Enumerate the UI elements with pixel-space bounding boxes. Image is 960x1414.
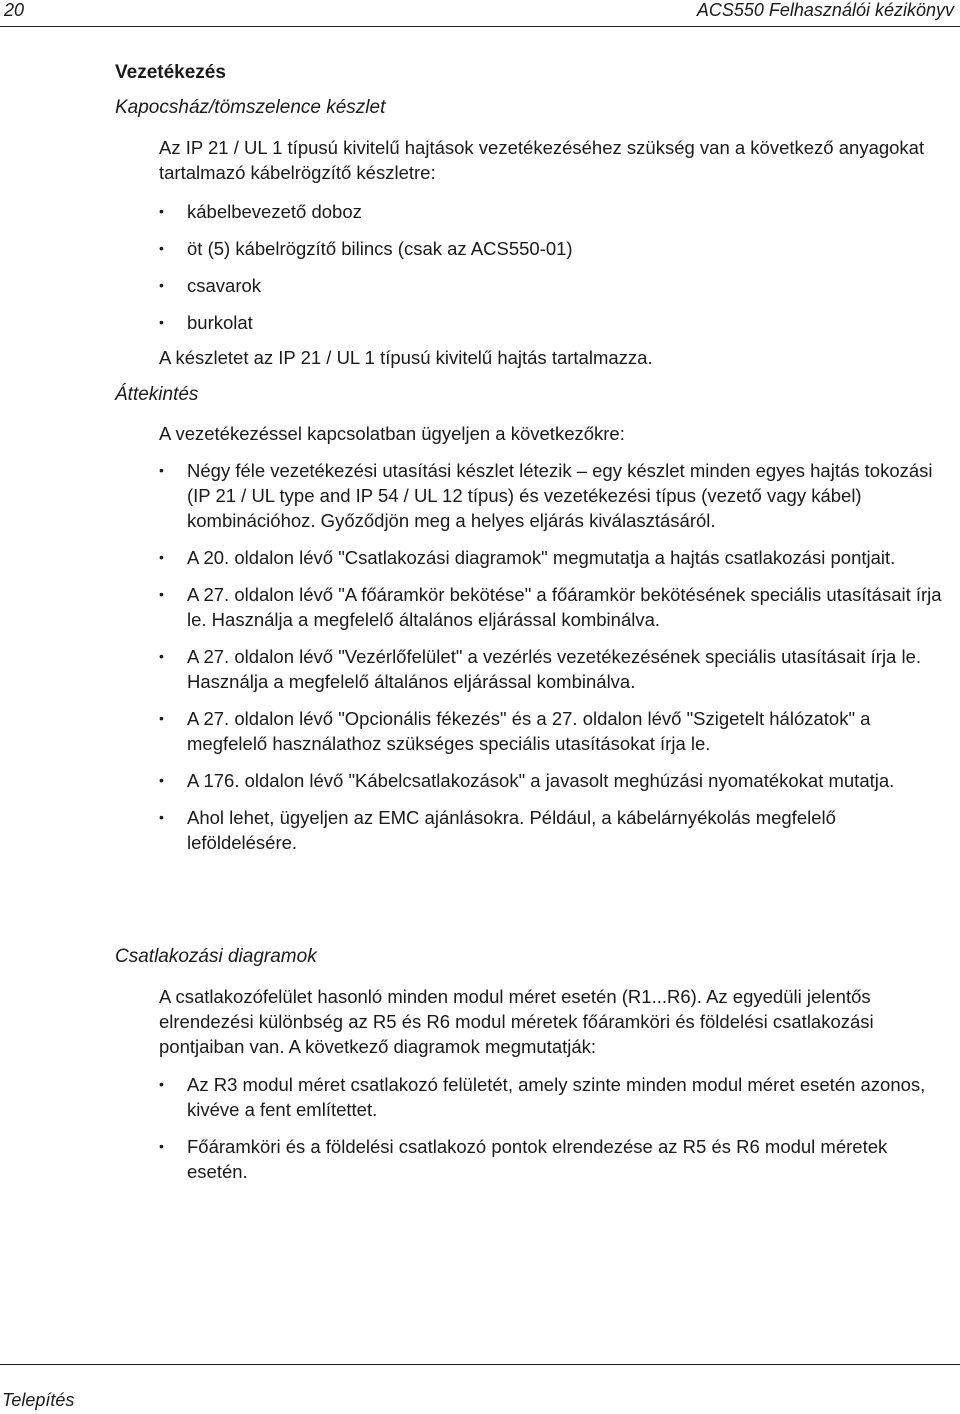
- list-item: • A 20. oldalon lévő "Csatlakozási diagramok" megmutatja a hajtás csatlakozási pontjait.: [159, 547, 896, 568]
- kit-intro: Az IP 21 / UL 1 típusú kivitelű hajtások vezetékezéséhez szükség van a következő anyagokat tartalmazó kábelrögzítő készletre:: [159, 137, 925, 183]
- list-item: • A 27. oldalon lévő "Opcionális fékezés" és a 27. oldalon lévő "Szigetelt hálózatok" a megfelelő használathoz szükséges speciális utasításokat írja le.: [159, 708, 871, 754]
- bullet-icon: •: [159, 648, 164, 664]
- page-number: 20: [4, 0, 25, 20]
- bullet-icon: •: [159, 710, 164, 726]
- kit-heading: Kapocsház/tömszelence készlet: [115, 97, 386, 118]
- header-divider: [0, 26, 960, 27]
- list-item: • Főáramköri és a földelési csatlakozó pontok elrendezése az R5 és R6 modul méretek esetén.: [159, 1136, 888, 1182]
- bullet-icon: •: [159, 772, 164, 788]
- bullet-icon: •: [159, 586, 164, 602]
- section-title: Vezetékezés: [115, 62, 226, 83]
- bullet-icon: •: [159, 277, 164, 293]
- bullet-icon: •: [159, 1138, 164, 1154]
- bullet-icon: •: [159, 462, 164, 478]
- bullet-icon: •: [159, 203, 164, 219]
- footer-divider: [0, 1364, 960, 1365]
- list-item: • burkolat: [159, 312, 253, 333]
- list-item: • Négy féle vezetékezési utasítási készlet létezik – egy készlet minden egyes hajtás tokozási (IP 21 / UL type and IP 54 / UL 12 típus) és vezetékezési típus (vezető vagy kábel) kombinációhoz. Győződjön meg a helyes eljárás kiválasztásáról.: [159, 460, 933, 531]
- kit-note: A készletet az IP 21 / UL 1 típusú kivitelű hajtás tartalmazza.: [159, 347, 653, 368]
- document-title: ACS550 Felhasználói kézikönyv: [696, 0, 954, 20]
- list-item: • Ahol lehet, ügyeljen az EMC ajánlásokra. Például, a kábelárnyékolás megfelelő leföldelésére.: [159, 807, 836, 853]
- bullet-icon: •: [159, 809, 164, 825]
- list-item: • A 27. oldalon lévő "A főáramkör bekötése" a főáramkör bekötésének speciális utasításait írja le. Használja a megfelelő általános eljárással kombinálva.: [159, 584, 942, 630]
- overview-list: [159, 458, 949, 855]
- bullet-icon: •: [159, 314, 164, 330]
- bullet-icon: •: [159, 1076, 164, 1092]
- list-item: • öt (5) kábelrögzítő bilincs (csak az ACS550-01): [159, 238, 573, 259]
- footer-section-name: Telepítés: [2, 1390, 75, 1410]
- kit-list: [159, 199, 949, 335]
- list-item: • csavarok: [159, 275, 262, 296]
- diagrams-list: [159, 1072, 949, 1184]
- list-item: • A 176. oldalon lévő "Kábelcsatlakozások" a javasolt meghúzási nyomatékokat mutatja.: [159, 770, 895, 791]
- overview-heading: Áttekintés: [115, 384, 199, 405]
- bullet-icon: •: [159, 549, 164, 565]
- list-item: • A 27. oldalon lévő "Vezérlőfelület" a vezérlés vezetékezésének speciális utasításait írja le. Használja a megfelelő általános eljárással kombinálva.: [159, 646, 922, 692]
- bullet-icon: •: [159, 240, 164, 256]
- list-item: • kábelbevezető doboz: [159, 201, 362, 222]
- diagrams-intro: A csatlakozófelület hasonló minden modul méret esetén (R1...R6). Az egyedüli jelentős elrendezési különbség az R5 és R6 modul méretek főáramköri és földelési csatlakozási pontjaiban van. A következő diagramok megmutatják:: [159, 986, 874, 1057]
- overview-intro: A vezetékezéssel kapcsolatban ügyeljen a következőkre:: [159, 423, 625, 444]
- diagrams-heading: Csatlakozási diagramok: [115, 946, 317, 967]
- list-item: • Az R3 modul méret csatlakozó felületét, amely szinte minden modul méret esetén azonos, kivéve a fent említettet.: [159, 1074, 926, 1120]
